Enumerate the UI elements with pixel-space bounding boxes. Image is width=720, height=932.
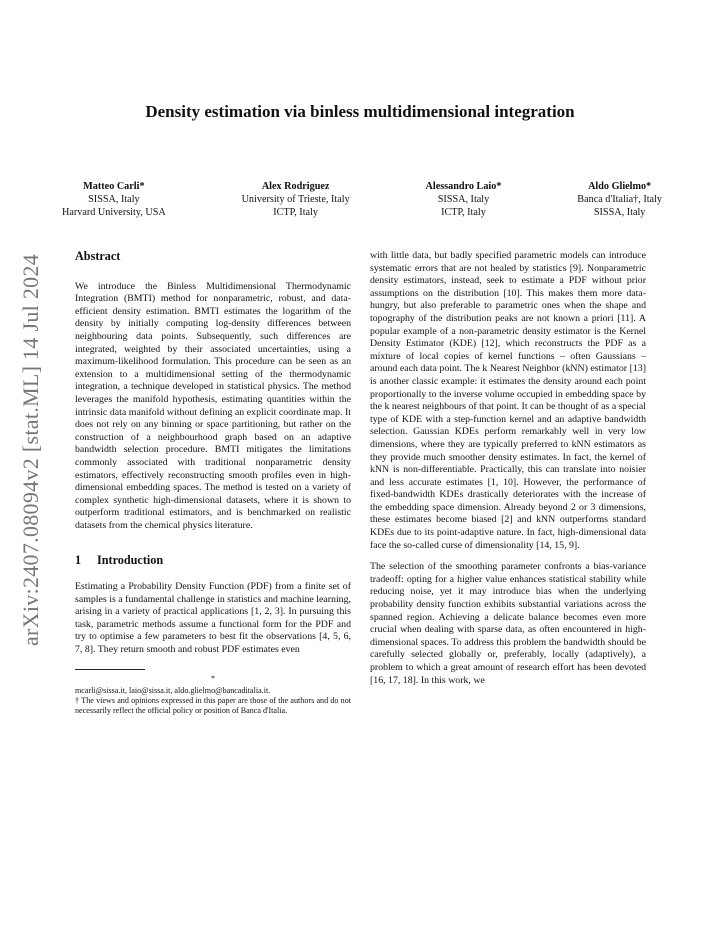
intro-paragraph: with little data, but badly specified parametric models can introduce systematic errors that are not healed by statistics [9]. Nonparametric density estimators, instead, seek to estimate a PDF without prior assumptions on the distribution [10]. This makes them more data-hungry, but also preferable to parametric ones when the shape and topography of the distribution peaks are not known a priori [11]. A popular example of a non-parametric density estimator is the Kernel Density Estimator (KDE) [12], which reconstructs the PDF as a mixture of local copies of kernel functions – often Gaussians – around each data point. The k Nearest Neighbor (kNN) estimator [13] is another classic example: it estimates the density around each point proportionally to the inverse volume occupied in embedding space by the k nearest neighbours of that point. It can be thought of as a special type of KDE with a step-function kernel and an adaptive bandwidth selection. Gaussian KDEs perform remarkably well in very low dimensions, where they are typically preferred to kNN estimators as they provide much smoother density estimates. In fact, the kernel of kNN is non-differentiable. Practically, this can translate into noisier and less accurate estimates [1, 10]. However, the performance of fixed-bandwidth KDEs drastically deteriorates with the increase of the embedding space dimension. Already beyond 2 or 3 dimensions, these estimates become biased [2] and kNN outperforms standard KDEs due to its point-adaptive nature. In fact, high-dimensional data face the so-called curse of dimensionality [14, 15, 9]. <box>370 250 646 551</box>
author-name: Alex Rodriguez <box>261 181 330 192</box>
author-name: Aldo Glielmo* <box>588 181 652 192</box>
author-affiliation: ICTP, Italy <box>441 207 486 218</box>
arxiv-stamp <box>14 250 48 650</box>
author-affiliation: University of Trieste, Italy <box>241 194 350 205</box>
footnote-rule <box>75 669 145 670</box>
intro-paragraph: The selection of the smoothing parameter confronts a bias-variance tradeoff: opting for a higher value enhances statistical stability while reducing noise, yet it may introduce bias when the underlying probability density function exhibits substantial variations across the spanned region. Achieving a delicate balance becomes even more crucial when dealing with sparse data, as often encountered in high-dimensional spaces. To address this problem the bandwidth should be carefully selected globally or, preferably, locally (adaptively), a problem to which a great amount of research effort has been devoted [16, 17, 18]. In this work, we <box>370 561 646 686</box>
author-block <box>577 180 662 219</box>
abstract-text: We introduce the Binless Multidimensional Thermodynamic Integration (BMTI) method for nonparametric, robust, and data-efficient density estimation. BMTI estimates the logarithm of the density by initially computing log-density differences between neighbouring data points. Subsequently, such differences are integrated, weighted by their associated uncertainties, using a maximum-likelihood formulation. This procedure can be seen as an extension to a multidimensional setting of the thermodynamic integration, a technique developed in statistical physics. The method leverages the manifold hypothesis, estimating quantities within the intrinsic data manifold without defining an explicit coordinate map. It does not rely on any binning or space partitioning, but rather on the construction of a neighbourhood graph based on an adaptive bandwidth selection procedure. BMTI mitigates the limitations commonly associated with traditional nonparametric density estimators, effectively reconstructing smooth profiles even in high-dimensional embedding spaces. The method is tested on a variety of complex synthetic high-dimensional datasets, where it is shown to outperform traditional estimators, and is benchmarked on realistic datasets from the chemical physics literature. <box>75 280 351 531</box>
author-name: Matteo Carli* <box>83 181 145 192</box>
footnote-disclaimer: † The views and opinions expressed in this paper are those of the authors and do not necessarily reflect the official policy or position of Banca d'Italia. <box>75 695 351 715</box>
author-block <box>426 180 502 219</box>
footnote-emails: mcarli@sissa.it, laio@sissa.it, aldo.glielmo@bancaditalia.it. <box>75 685 271 695</box>
author-block <box>62 180 166 219</box>
author-affiliation: ICTP, Italy <box>273 207 318 218</box>
left-column <box>75 250 351 716</box>
author-block <box>242 180 350 219</box>
section-title: Introduction <box>97 553 164 568</box>
author-affiliation: SISSA, Italy <box>437 194 490 205</box>
section-heading-introduction <box>75 554 351 567</box>
author-affiliation: SISSA, Italy <box>593 207 646 218</box>
author-list <box>62 180 662 219</box>
author-affiliation: Banca d'Italia†, Italy <box>577 194 662 205</box>
arxiv-stamp-text: arXiv:2407.08094v2 [stat.ML] 14 Jul 2024 <box>18 253 43 647</box>
paper-title: Density estimation via binless multidimensional integration <box>145 102 575 121</box>
author-name: Alessandro Laio* <box>425 181 502 192</box>
right-column <box>370 250 646 696</box>
section-number: 1 <box>75 553 82 568</box>
footnote <box>75 674 351 716</box>
author-affiliation: SISSA, Italy <box>88 194 140 205</box>
intro-paragraph: Estimating a Probability Density Function (PDF) from a finite set of samples is a fundamental challenge in statistics and machine learning, arising in a variety of practical applications [1, 2, 3]. In pursuing this task, parametric methods assume a functional form for the PDF and try to optimise a few parameters to best fit the observations [4, 5, 6, 7, 8]. They return smooth and robust PDF estimates even <box>75 581 351 656</box>
author-affiliation: Harvard University, USA <box>62 207 166 218</box>
footnote-mark: * <box>210 673 216 683</box>
abstract-heading: Abstract <box>75 249 121 263</box>
